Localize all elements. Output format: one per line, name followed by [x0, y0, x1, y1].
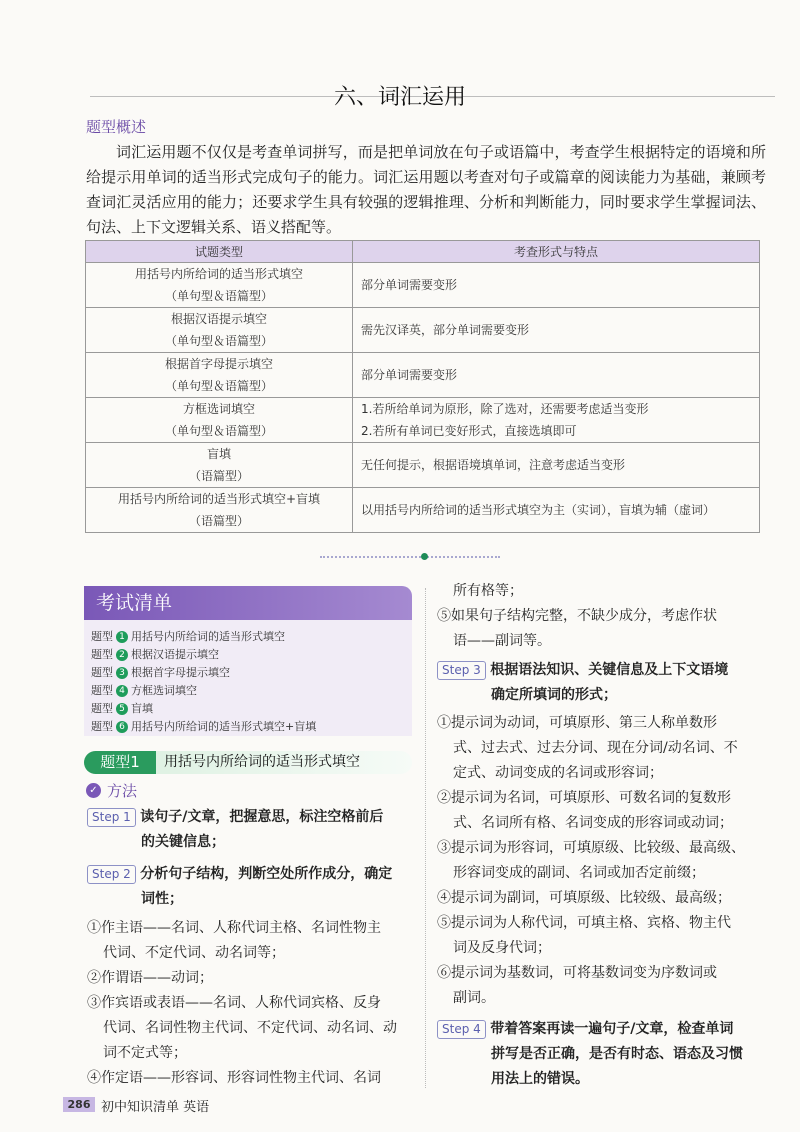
- step-tag: Step 4: [437, 1020, 486, 1039]
- type-line: （单句型＆语篇型）: [164, 334, 273, 348]
- step-text: 词性；: [141, 891, 183, 907]
- table-row: [86, 398, 760, 443]
- step-line: [437, 1017, 777, 1042]
- type-line: 盲填: [206, 447, 231, 461]
- number-badge: 4: [116, 685, 128, 697]
- table-row: [86, 488, 760, 533]
- table-cell-desc: [353, 443, 760, 488]
- type-line: （单句型＆语篇型）: [164, 379, 273, 393]
- checklist-text: 根据首字母提示填空: [131, 666, 230, 679]
- number-badge: 5: [116, 703, 128, 715]
- table-cell-desc: [353, 488, 760, 533]
- list-line: 副词。: [453, 990, 495, 1006]
- type-line: （单句型＆语篇型）: [164, 424, 273, 438]
- checklist-prefix: 题型: [91, 684, 113, 697]
- table-header-features: 考查形式与特点: [353, 241, 760, 263]
- checklist-text: 根据汉语提示填空: [131, 648, 219, 661]
- step-text: 分析句子结构，判断空处所作成分，确定: [140, 866, 393, 882]
- checklist-text: 方框选词填空: [131, 684, 197, 697]
- overview-text: 词汇运用题不仅仅是考查单词拼写，而是把单词放在句子或语篇中，考查学生根据特定的语境和所给提示用单词的适当形式完成句子的能力。词汇运用题以考查对句子或篇章的阅读能力为基础，兼顾考查词汇灵活应用的能力；还要求学生具有较强的逻辑推理、分析和判断能力，同时要求学生掌握词法、句法、上下文逻辑关系、语义搭配等。: [86, 143, 766, 236]
- table-row: [86, 263, 760, 308]
- checklist-items: [91, 628, 316, 736]
- type-line: 用括号内所给词的适当形式填空: [134, 267, 303, 281]
- list-line: 代词、不定代词、动名词等；: [103, 945, 285, 961]
- checklist-item: [91, 682, 316, 700]
- step-text: 拼写是否正确，是否有时态、语态及习惯: [491, 1046, 743, 1062]
- checklist-prefix: 题型: [91, 702, 113, 715]
- table-cell-type: [86, 488, 353, 533]
- list-line: ④提示词为副词，可填原级、比较级、最高级；: [437, 890, 731, 906]
- step-text: 根据语法知识、关键信息及上下文语境: [490, 662, 729, 678]
- type-line: （语篇型）: [188, 469, 249, 483]
- list-line: 代词、名词性物主代词、不定代词、动名词、动: [103, 1020, 397, 1036]
- table-cell-type: [86, 398, 353, 443]
- checklist-item: [91, 628, 316, 646]
- step-text: 带着答案再读一遍句子/文章，检查单词: [490, 1021, 734, 1037]
- step-text: 的关键信息；: [141, 834, 225, 850]
- list-line: ②提示词为名词，可填原形、可数名词的复数形: [437, 790, 731, 806]
- type-line: 方框选词填空: [182, 402, 255, 416]
- checklist-prefix: 题型: [91, 666, 113, 679]
- column-divider: [425, 588, 427, 1088]
- checklist-text: 盲填: [131, 702, 153, 715]
- list-line: ④作定语——形容词、形容词性物主代词、名词: [87, 1070, 381, 1086]
- type-line: （单句型＆语篇型）: [164, 289, 273, 303]
- table-cell-desc: [353, 398, 760, 443]
- list-line: ①作主语——名词、人称代词主格、名词性物主: [87, 920, 381, 936]
- exam-checklist: [84, 586, 412, 736]
- list-line: 定式、动词变成的名词或形容词；: [453, 765, 663, 781]
- table-cell-type: [86, 353, 353, 398]
- step-tag: Step 2: [87, 865, 136, 884]
- type-line: 用括号内所给词的适当形式填空+盲填: [117, 492, 321, 506]
- list-line: ⑤提示词为人称代词，可填主格、宾格、物主代: [437, 915, 731, 931]
- step-text: 读句子/文章，把握意思，标注空格前后: [140, 809, 384, 825]
- list-line: ⑤如果句子结构完整，不缺少成分，考虑作状: [437, 608, 717, 624]
- checklist-item: [91, 718, 316, 736]
- book-title: 初中知识清单 英语: [101, 1100, 210, 1115]
- type-line: 根据汉语提示填空: [170, 312, 267, 326]
- table-cell-desc: [353, 263, 760, 308]
- desc-line: 无任何提示，根据语境填单词，注意考虑适当变形: [361, 458, 626, 472]
- checklist-item: [91, 700, 316, 718]
- right-column: [437, 579, 777, 1092]
- checklist-prefix: 题型: [91, 720, 113, 733]
- overview-heading: 题型概述: [86, 118, 147, 136]
- list-line: ③作宾语或表语——名词、人称代词宾格、反身: [87, 995, 381, 1011]
- checklist-text: 用括号内所给词的适当形式填空+盲填: [131, 720, 317, 733]
- list-line: ①提示词为动词，可填原形、第三人称单数形: [437, 715, 717, 731]
- desc-line: 2.若所有单词已变好形式，直接选填即可: [361, 424, 577, 438]
- list-line: 式、过去式、过去分词、现在分词/动名词、不: [453, 740, 738, 756]
- step-line: [87, 805, 417, 830]
- step-tag: Step 1: [87, 808, 136, 827]
- number-badge: 3: [116, 667, 128, 679]
- step-tag: Step 3: [437, 661, 486, 680]
- checklist-title: 考试清单: [84, 586, 412, 620]
- list-line: 词不定式等；: [103, 1045, 187, 1061]
- table-row: [86, 353, 760, 398]
- page-title: 六、词汇运用: [333, 85, 466, 110]
- number-badge: 6: [116, 721, 128, 733]
- type-line: （语篇型）: [188, 514, 249, 528]
- checklist-item: [91, 664, 316, 682]
- method-label: 方法: [107, 782, 138, 800]
- left-column: [87, 805, 417, 1091]
- desc-line: 1.若所给单词为原形，除了选对，还需要考虑适当变形: [361, 402, 649, 416]
- page-number: 286: [63, 1097, 95, 1112]
- step-line: [87, 862, 417, 887]
- list-line: 词及反身代词；: [453, 940, 551, 956]
- checklist-item: [91, 646, 316, 664]
- checklist-text: 用括号内所给词的适当形式填空: [131, 630, 285, 643]
- checklist-prefix: 题型: [91, 630, 113, 643]
- type-line: 根据首字母提示填空: [164, 357, 273, 371]
- desc-line: 需先汉译英，部分单词需要变形: [361, 323, 530, 337]
- table-row: [86, 308, 760, 353]
- checklist-prefix: 题型: [91, 648, 113, 661]
- table-row: [86, 443, 760, 488]
- divider-dot: [421, 553, 428, 560]
- list-line: ②作谓语——动词；: [87, 970, 213, 986]
- section-divider: [320, 556, 500, 560]
- step-text: 用法上的错误。: [491, 1071, 589, 1087]
- list-line: ⑥提示词为基数词，可将基数词变为序数词或: [437, 965, 717, 981]
- step-text: 确定所填词的形式；: [491, 687, 617, 703]
- table-cell-desc: [353, 308, 760, 353]
- check-icon: ✓: [86, 783, 101, 798]
- list-line: 所有格等；: [453, 583, 523, 599]
- table-cell-desc: [353, 353, 760, 398]
- list-line: ③提示词为形容词，可填原级、比较级、最高级、: [437, 840, 745, 856]
- step-line: [437, 658, 777, 683]
- question-type-table: [85, 240, 760, 533]
- question-type-label: 题型1: [84, 751, 156, 774]
- number-badge: 2: [116, 649, 128, 661]
- list-line: 形容词变成的副词、名词或加否定前缀；: [453, 865, 705, 881]
- table-cell-type: [86, 263, 353, 308]
- desc-line: 部分单词需要变形: [361, 278, 458, 292]
- list-line: 语——副词等。: [453, 633, 551, 649]
- table-cell-type: [86, 308, 353, 353]
- list-line: 式、名词所有格、名词变成的形容词或动词；: [453, 815, 733, 831]
- number-badge: 1: [116, 631, 128, 643]
- question-type-title: 用括号内所给词的适当形式填空: [164, 754, 360, 770]
- desc-line: 部分单词需要变形: [361, 368, 458, 382]
- table-cell-type: [86, 443, 353, 488]
- desc-line: 以用括号内所给词的适当形式填空为主（实词），盲填为辅（虚词）: [361, 503, 716, 517]
- table-header-type: 试题类型: [86, 241, 353, 263]
